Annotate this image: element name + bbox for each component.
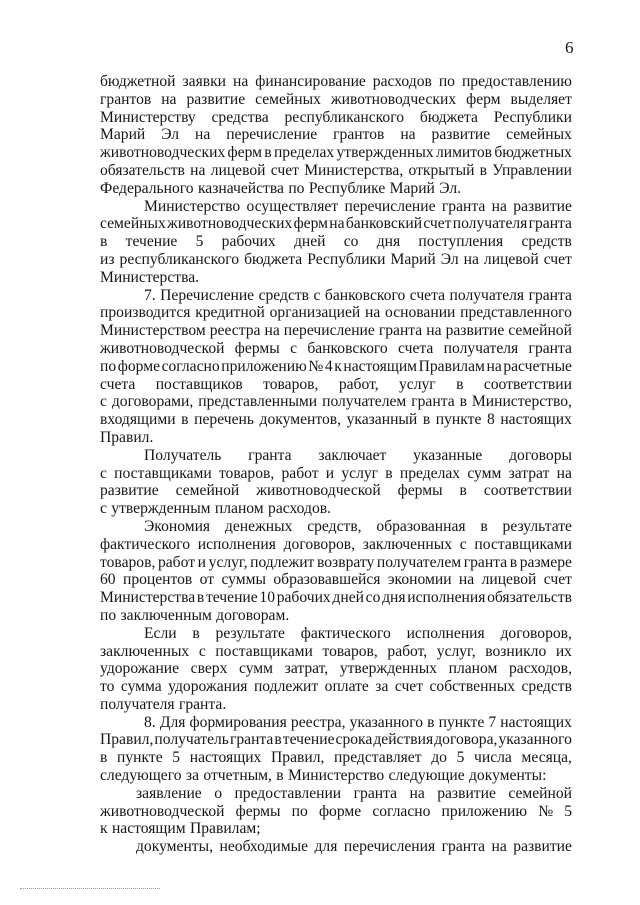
text-line: обязательств на лицевой счет Министерства, открытый в Управлении [100,161,572,179]
text-line: бюджетной заявки на финансирование расходов по предоставлению [100,73,572,90]
text-line: 8. Для формирования реестра, указанного в пункте 7 настоящих [144,713,572,731]
text-line: в течение 5 рабочих дней со дня поступления средств [100,233,572,251]
text-line: Марий Эл на перечисление грантов на развитие семейных [100,126,572,144]
text-line: входящими в перечень документов, указанный в пункте 8 настоящих [100,411,572,429]
text-line: животноводческих ферм в пределах утвержденных лимитов бюджетных [100,144,572,162]
paragraph [100,838,572,856]
paragraph [100,625,572,714]
text-line: Министерство осуществляет перечисление гранта на развитие [144,197,572,215]
text-line: Если в результате фактического исполнения договоров, [144,624,572,642]
text-line: развитие семейной животноводческой фермы в соответствии [100,482,572,500]
text-line: то сумма удорожания подлежит оплате за счет собственных средств [100,678,572,696]
text-line: с утвержденным планом расходов. [100,500,332,518]
text-line: по заключенным договорам. [100,606,290,624]
text-line: в пункте 5 настоящих Правил, представляет до 5 числа месяца, [100,749,572,767]
text-line: Получатель гранта заключает указанные договоры [144,446,572,464]
text-line: 7. Перечисление средств с банковского счета получателя гранта [144,286,572,304]
text-line: грантов на развитие семейных животноводческих ферм выделяет [100,90,572,108]
text-line: следующего за отчетным, в Министерство следующие документы: [100,767,547,785]
text-line: Министерству средства республиканского бюджета Республики [100,108,572,126]
paragraph [100,287,572,447]
text-line: Правил. [100,428,154,446]
text-line: Правил, получатель гранта в течение срока действия договора, указанного [100,731,572,749]
text-line: животноводческой фермы с банковского счета получателя гранта [100,339,572,357]
page-number: 6 [565,38,574,57]
text-line: 60 процентов от суммы образовавшейся экономии на лицевой счет [100,571,572,589]
text-line: к настоящим Правилам; [100,820,261,838]
text-line: Федерального казначейства по Республике Марий Эл. [100,179,462,197]
text-line: с поставщиками товаров, работ и услуг в пределах сумм затрат на [100,464,572,482]
text-line: получателя гранта. [100,695,227,713]
paragraph [100,73,572,198]
paragraph [100,198,572,287]
text-line: заключенных с поставщиками товаров, работ, услуг, возникло их [100,642,572,660]
paragraph [100,714,572,785]
paragraph [100,785,572,838]
text-line: производится кредитной организацией на основании представленного [100,304,572,322]
text-line: семейных животноводческих ферм на банковский счет получателя гранта [100,215,572,233]
text-line: Министерством реестра на перечисление гранта на развитие семейной [100,322,572,340]
text-line: с договорами, представленными получателем гранта в Министерство, [100,393,572,411]
paragraph [100,518,572,625]
text-line: по форме согласно приложению № 4 к настоящим Правилам на расчетные [100,357,572,375]
text-line: счета поставщиков товаров, работ, услуг в соответствии [100,375,572,393]
document-body [100,73,572,856]
paragraph [100,447,572,518]
text-line: заявление о предоставлении гранта на развитие семейной [136,784,572,802]
scan-edge-mark [20,888,160,891]
text-line: Экономия денежных средств, образованная в результате [144,517,572,535]
text-line: из республиканского бюджета Республики Марий Эл на лицевой счет [100,250,572,268]
text-line: товаров, работ и услуг, подлежит возврату получателем гранта в размере [100,553,572,571]
text-line: Министерства в течение 10 рабочих дней со дня исполнения обязательств [100,589,572,607]
text-line: удорожание сверх сумм затрат, утвержденных планом расходов, [100,660,572,678]
text-line: документы, необходимые для перечисления гранта на развитие [136,838,572,856]
text-line: животноводческой фермы по форме согласно приложению № 5 [100,802,572,820]
text-line: Министерства. [100,268,200,286]
text-line: фактического исполнения договоров, заключенных с поставщиками [100,535,572,553]
